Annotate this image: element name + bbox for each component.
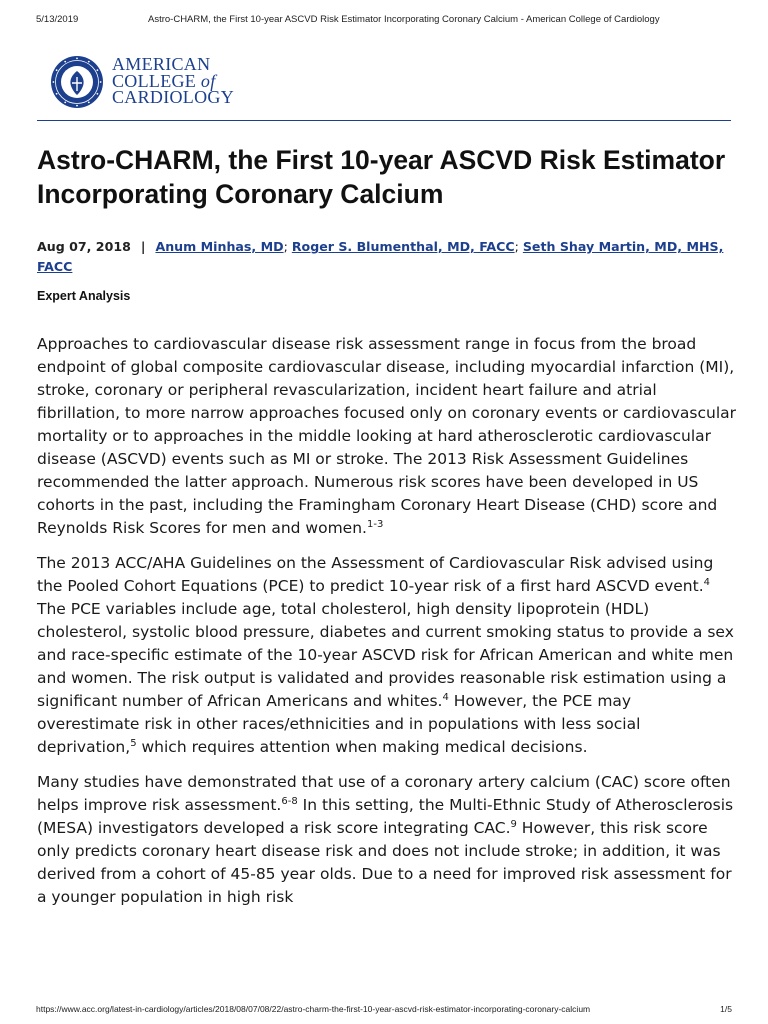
page-number: 1/5	[720, 1004, 732, 1014]
logo-wordmark	[112, 56, 234, 106]
paragraph-text: which requires attention when making medical decisions.	[136, 738, 588, 756]
citation-ref: 9	[510, 818, 517, 830]
byline-separator: |	[140, 239, 146, 254]
print-url: https://www.acc.org/latest-in-cardiology/articles/2018/08/07/08/22/astro-charm-the-first-10-year-ascvd-risk-estimator-incorporating-coronary-calcium	[36, 1004, 591, 1014]
paragraph-text: Many studies have demonstrated that use of a coronary artery calcium (CAC) score often helps improve risk assessment.	[37, 773, 731, 814]
citation-ref: 4	[442, 691, 449, 703]
citation-ref: 6-8	[281, 795, 298, 807]
paragraph-text: However, the PCE may overestimate risk in other races/ethnicities and in populations with less social deprivation,	[37, 692, 641, 756]
author-link[interactable]: Roger S. Blumenthal, MD, FACC	[291, 239, 515, 254]
paragraph-text: Approaches to cardiovascular disease risk assessment range in focus from the broad endpoint of global composite cardiovascular disease, including myocardial infarction (MI), stroke, coronary or peripheral revascularization, incident heart failure and atrial fibrillation, to more narrow approaches focused only on coronary events or cardiovascular mortality or to approaches in the middle looking at hard atherosclerotic cardiovascular disease (ASCVD) events such as MI or stroke. The 2013 Risk Assessment Guidelines recommended the latter approach. Numerous risk scores have been developed in US cohorts in the past, including the Framingham Coronary Heart Disease (CHD) score and Reynolds Risk Scores for men and women.	[37, 335, 736, 537]
header-divider	[37, 120, 731, 121]
article-date: Aug 07, 2018	[37, 239, 131, 254]
acc-seal-icon	[50, 55, 104, 109]
article-title: Astro-CHARM, the First 10-year ASCVD Risk Estimator Incorporating Coronary Calcium	[37, 145, 726, 209]
logo-line-1: AMERICAN	[112, 54, 211, 74]
citation-ref: 5	[130, 737, 137, 749]
paragraph	[37, 333, 737, 540]
article-category: Expert Analysis	[37, 289, 131, 303]
article-body	[37, 333, 737, 921]
author-link[interactable]: Seth Shay Martin, MD, MHS, FACC	[37, 239, 724, 274]
article-byline: Aug 07, 2018 | Anum Minhas, MD; Roger S. Blumenthal, MD, FACC; Seth Shay Martin, MD, MHS, FACC	[37, 239, 724, 274]
author-link[interactable]: Anum Minhas, MD	[155, 239, 284, 254]
logo-of: of	[200, 70, 216, 91]
citation-ref: 1-3	[366, 518, 384, 530]
paragraph-text: The PCE variables include age, total cholesterol, high density lipoprotein (HDL) cholesterol, systolic blood pressure, diabetes and current smoking status to provide a sex and race-specific estimate of the 10-year ASCVD risk for African American and white men and women. The risk output is validated and provides reasonable risk estimation using a significant number of African Americans and whites.	[37, 600, 734, 710]
paragraph	[37, 552, 737, 759]
paragraph-text: The 2013 ACC/AHA Guidelines on the Assessment of Cardiovascular Risk advised using the Pooled Cohort Equations (PCE) to predict 10-year risk of a first hard ASCVD event.	[37, 554, 714, 595]
paragraph-text: In this setting, the Multi-Ethnic Study of Atherosclerosis (MESA) investigators developed a risk score integrating CAC.	[37, 796, 734, 837]
logo-line-3: CARDIOLOGY	[112, 87, 234, 107]
logo-college: COLLEGE	[112, 70, 201, 91]
paragraph	[37, 771, 737, 909]
print-page-title: Astro-CHARM, the First 10-year ASCVD Risk Estimator Incorporating Coronary Calcium - American College of Cardiology	[148, 14, 660, 25]
print-date: 5/13/2019	[36, 14, 79, 25]
paragraph-text: However, this risk score only predicts coronary heart disease risk and does not include stroke; in addition, it was derived from a cohort of 45-85 year olds. Due to a need for improved risk assessment for a younger population in high risk	[37, 819, 732, 906]
citation-ref: 4	[703, 576, 711, 588]
